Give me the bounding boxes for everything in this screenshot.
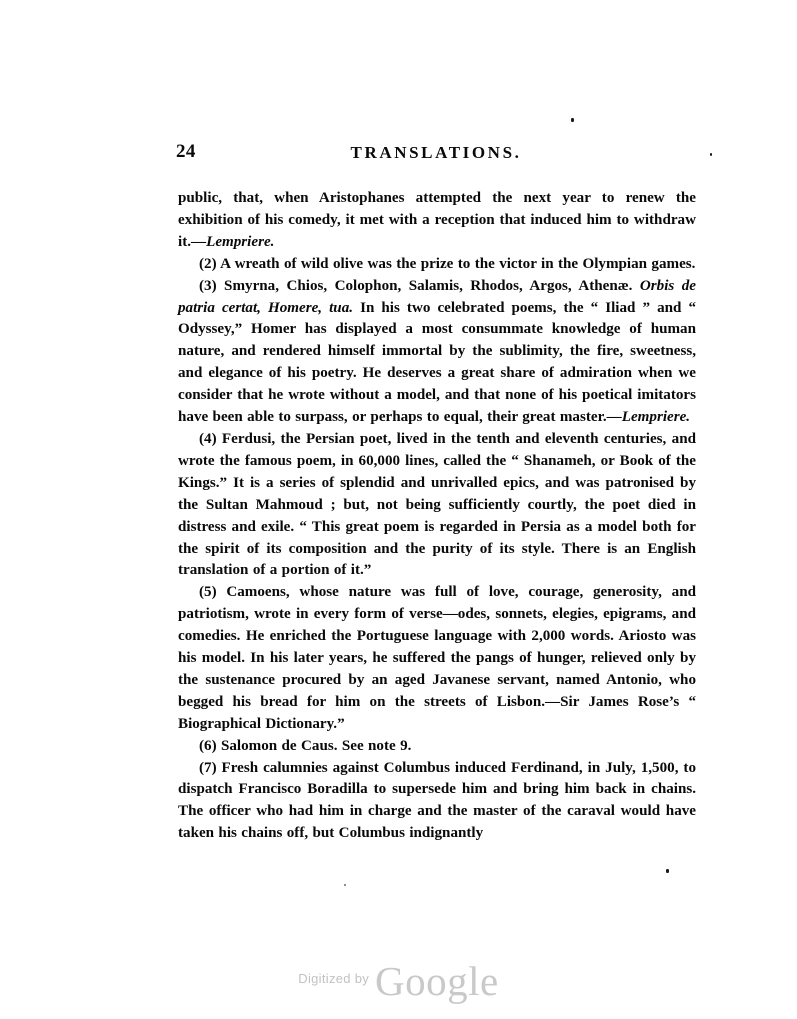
paragraph-6: (6) Salomon de Caus. See note 9.	[199, 737, 412, 754]
scan-speckle	[710, 153, 712, 156]
running-head	[176, 141, 696, 165]
paragraph-continued	[178, 188, 696, 254]
page-number: 24	[176, 141, 196, 162]
paragraph-5: (5) Camoens, whose nature was full of love, courage, generosity, and patriotism, wrote in every form of verse—odes, sonnets, elegies, epigrams, and comedies. He enriched the Portuguese language with 2,000 words. Ariosto was his model. In his later years, he suffered the pangs of hunger, relieved only by the sustenance procured by an aged Javanese servant, named Antonio, who begged his bread for him on the streets of Lisbon.—Sir James Rose’s “ Biographical Dictionary.”	[178, 584, 696, 732]
latin-quotation: Orbis de patria certat, Homere, tua.	[178, 277, 696, 316]
scan-speckle	[344, 884, 346, 886]
digitized-by-label: Digitized by	[298, 971, 370, 986]
citation-lempriere-2: Lempriere.	[621, 409, 691, 426]
paragraph-2: (2) A wreath of wild olive was the prize to the victor in the Olympian games.	[199, 255, 696, 272]
scan-speckle	[666, 869, 669, 873]
google-logo-text: Google	[375, 958, 499, 1004]
paragraph-4: (4) Ferdusi, the Persian poet, lived in the tenth and eleventh centuries, and wrote the famous poem, in 60,000 lines, called the “ Shanameh, or Book of the Kings.” It is a series of splendid and unrivalled epics, and was patronised by the Sultan Mahmoud ; but, not being sufficiently courtly, the poet died in distress and exile. “ This great poem is regarded in Persia as a model both for the spirit of its composition and the purity of its style. There is an English translation of a portion of it.”	[178, 430, 696, 579]
paragraph-7: (7) Fresh calumnies against Columbus induced Ferdinand, in July, 1,500, to dispatch Francisco Boradilla to supersede him and bring him back in chains. The officer who had him in charge and the master of the caraval would have taken his chains off, but Columbus indignantly	[178, 759, 696, 842]
text-column	[178, 188, 696, 845]
paragraph-3	[178, 276, 696, 429]
paragraph-3-body: In his two celebrated poems, the “ Iliad ” and “ Odyssey,” Homer has displayed a most consummate knowledge of human nature, and rendered himself immortal by the sublimity, the fire, sweetness, and elegance of his poetry. He deserves a great share of admiration when we consider that he wrote without a model, and that none of his poetical imitators have been able to surpass, or perhaps to equal, their great master.—	[178, 299, 697, 426]
citation-lempriere: Lempriere.	[206, 233, 275, 250]
paragraph-text: public, that, when Aristophanes attempted the next year to renew the exhibition of his comedy, it met with a reception that induced him to withdraw it.—	[178, 190, 696, 250]
digitization-watermark	[0, 957, 797, 1005]
scan-speckle	[571, 118, 574, 122]
paragraph-3-lead: (3) Smyrna, Chios, Colophon, Salamis, Rhodos, Argos, Athenæ.	[199, 277, 640, 294]
running-title: TRANSLATIONS.	[350, 143, 522, 162]
